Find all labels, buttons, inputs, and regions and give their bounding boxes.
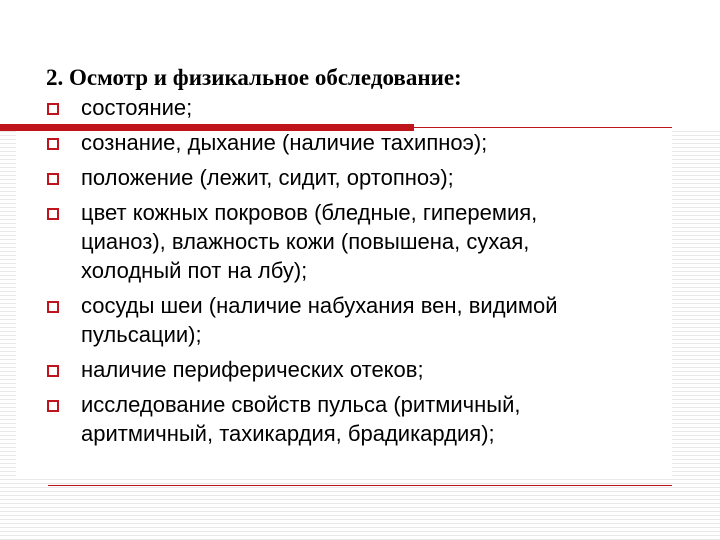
list-item-line: положение (лежит, сидит, ортопноэ);: [81, 165, 454, 190]
square-bullet-icon: [47, 103, 59, 115]
list-item: [46, 291, 646, 349]
square-bullet-icon: [47, 208, 59, 220]
list-item-line: аритмичный, тахикардия, брадикардия);: [81, 421, 495, 446]
list-item: [46, 355, 646, 384]
bullet-list: [46, 93, 646, 454]
list-item: [46, 163, 646, 192]
slide-title: 2. Осмотр и физикальное обследование:: [46, 65, 462, 90]
list-item-line: пульсации);: [81, 322, 202, 347]
square-bullet-icon: [47, 400, 59, 412]
list-item: [46, 93, 646, 122]
list-item-line: цвет кожных покровов (бледные, гиперемия,: [81, 200, 538, 225]
list-item-line: наличие периферических отеков;: [81, 357, 424, 382]
square-bullet-icon: [47, 301, 59, 313]
accent-rule-bottom: [48, 485, 672, 486]
list-item-line: исследование свойств пульса (ритмичный,: [81, 392, 521, 417]
square-bullet-icon: [47, 138, 59, 150]
square-bullet-icon: [47, 173, 59, 185]
list-item-line: состояние;: [81, 95, 193, 120]
list-item: [46, 128, 646, 157]
list-item-line: сознание, дыхание (наличие тахипноэ);: [81, 130, 488, 155]
list-item-line: сосуды шеи (наличие набухания вен, видимой: [81, 293, 558, 318]
list-item-line: цианоз), влажность кожи (повышена, сухая,: [81, 229, 530, 254]
list-item: [46, 198, 646, 285]
list-item: [46, 390, 646, 448]
square-bullet-icon: [47, 365, 59, 377]
list-item-line: холодный пот на лбу);: [81, 258, 308, 283]
